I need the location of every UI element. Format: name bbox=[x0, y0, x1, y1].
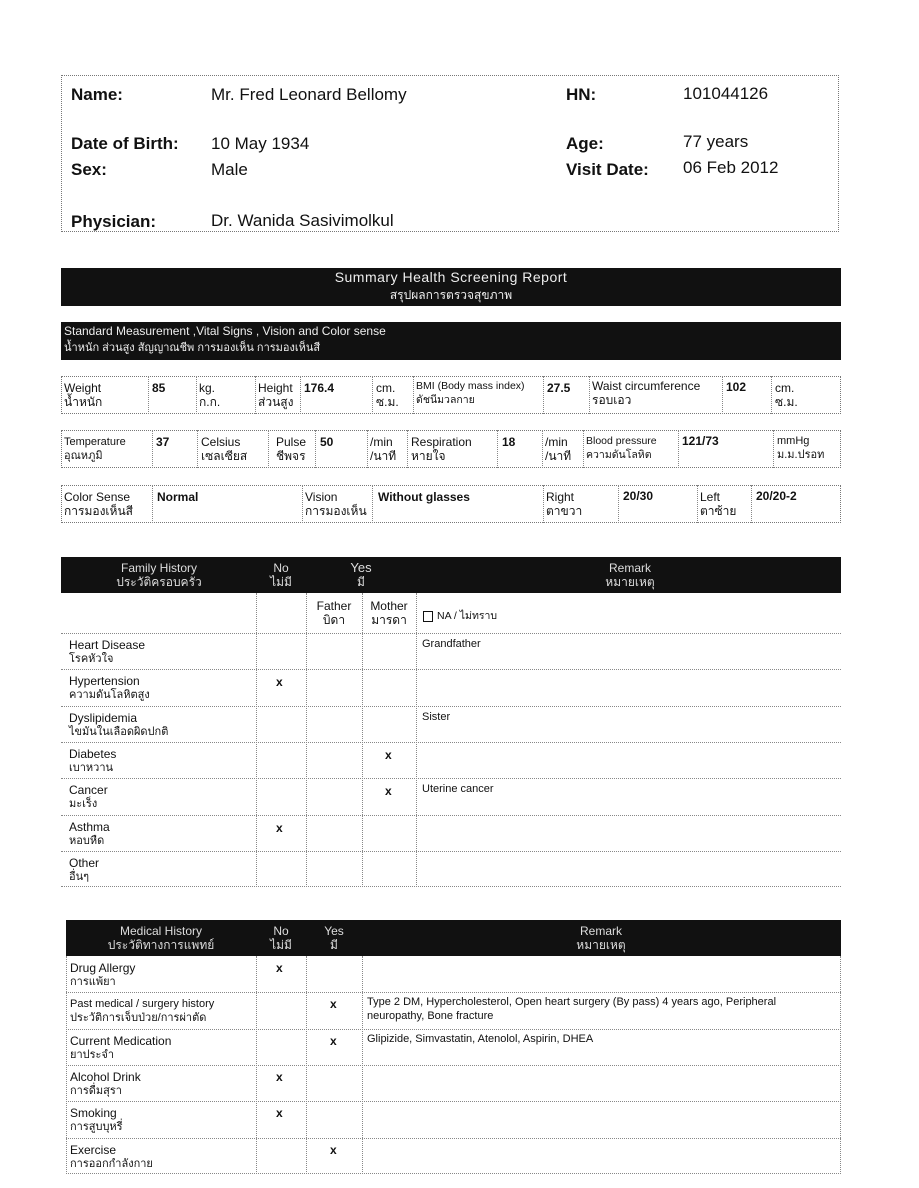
left-eye-value: 20/20-2 bbox=[756, 489, 797, 503]
medical-history-row bbox=[66, 956, 841, 992]
family-yes-heading: Yes มี bbox=[350, 560, 372, 589]
medical-history-row bbox=[66, 1101, 841, 1137]
medical-item-label: Drug Allergy การแพ้ยา bbox=[70, 961, 136, 988]
physician-value: Dr. Wanida Sasivimolkul bbox=[211, 211, 394, 230]
sex-label: Sex: bbox=[71, 160, 107, 179]
report-title: Summary Health Screening Report bbox=[334, 269, 568, 285]
family-remark: Grandfather bbox=[422, 638, 481, 650]
na-checkbox[interactable] bbox=[423, 611, 433, 622]
medical-no-heading: No ไม่มี bbox=[270, 924, 292, 952]
vision-label: Vision การมองเห็น bbox=[305, 490, 367, 518]
mother-column-label: Mother มารดา bbox=[370, 599, 408, 627]
medical-item-label: Alcohol Drink การดื่มสุรา bbox=[70, 1069, 141, 1097]
pulse-label: Pulse ชีพจร bbox=[276, 435, 307, 463]
family-history-row bbox=[61, 815, 841, 851]
waist-value: 102 bbox=[726, 380, 747, 394]
vision-value: Without glasses bbox=[378, 490, 470, 504]
right-eye-label: Right ตาขวา bbox=[546, 490, 583, 518]
family-condition-label: Dyslipidemia ไขมันในเลือดผิดปกติ bbox=[69, 710, 169, 738]
medical-yes-heading: Yes มี bbox=[324, 924, 344, 952]
height-label: Height ส่วนสูง bbox=[258, 381, 294, 409]
medical-item-label: Exercise การออกกำลังกาย bbox=[70, 1142, 153, 1170]
medical-history-row bbox=[66, 1138, 841, 1174]
name-label: Name: bbox=[71, 85, 123, 104]
medical-history-heading: Medical History ประวัติทางการแพทย์ bbox=[107, 924, 215, 952]
medical-item-label: Past medical / surgery history ประวัติการเจ็บป่วย/การผ่าตัด bbox=[70, 998, 215, 1025]
medical-yes-mark: x bbox=[330, 997, 337, 1012]
family-remark-heading: Remark หมายเหตุ bbox=[605, 561, 655, 589]
height-value: 176.4 bbox=[304, 381, 335, 395]
family-remark: Sister bbox=[422, 710, 451, 723]
vitals-header-title: Standard Measurement ,Vital Signs , Vision and Color sense bbox=[64, 324, 386, 338]
respiration-label: Respiration หายใจ bbox=[411, 435, 472, 463]
medical-no-mark: x bbox=[276, 1069, 283, 1084]
temperature-label: Temperature อุณหภูมิ bbox=[64, 436, 126, 462]
pulse-unit: /min /นาที bbox=[370, 435, 397, 463]
bmi-label: BMI (Body mass index) ดัชนีมวลกาย bbox=[416, 380, 525, 406]
temperature-value: 37 bbox=[156, 435, 170, 449]
vitals-header-bar bbox=[61, 322, 841, 360]
blood-pressure-value: 121/73 bbox=[682, 434, 719, 448]
medical-item-label: Current Medication ยาประจำ bbox=[70, 1033, 172, 1061]
medical-no-mark: x bbox=[276, 961, 283, 975]
family-history-row bbox=[61, 669, 841, 705]
right-eye-value: 20/30 bbox=[623, 489, 654, 503]
family-condition-label: Other อื่นๆ bbox=[69, 855, 100, 883]
color-sense-value: Normal bbox=[157, 490, 199, 504]
visit-date-value: 06 Feb 2012 bbox=[683, 158, 779, 177]
family-history-row bbox=[61, 706, 841, 742]
pulse-value: 50 bbox=[320, 435, 334, 449]
respiration-unit: /min /นาที bbox=[545, 435, 572, 463]
family-mother-mark: x bbox=[385, 784, 392, 799]
medical-remark: Type 2 DM, Hypercholesterol, Open heart surgery (By pass) 4 years ago, Peripheral neuropathy, Bone fracture bbox=[367, 996, 777, 1023]
medical-remark: Glipizide, Simvastatin, Atenolol, Aspirin, DHEA bbox=[367, 1032, 594, 1045]
waist-unit: cm. ซ.ม. bbox=[775, 381, 798, 409]
blood-pressure-label: Blood pressure ความดันโลหิต bbox=[586, 435, 657, 461]
sex-value: Male bbox=[211, 160, 248, 179]
vitals-header-thai: น้ำหนัก ส่วนสูง สัญญาณชีพ การมองเห็น การมองเห็นสี bbox=[64, 342, 321, 354]
waist-label: Waist circumference รอบเอว bbox=[592, 379, 701, 407]
color-sense-label: Color Sense การมองเห็นสี bbox=[64, 490, 133, 518]
family-remark: Uterine cancer bbox=[422, 783, 494, 796]
age-label: Age: bbox=[566, 134, 604, 153]
dob-label: Date of Birth: bbox=[71, 134, 179, 153]
bmi-value: 27.5 bbox=[547, 381, 571, 395]
respiration-value: 18 bbox=[502, 435, 516, 449]
medical-yes-mark: x bbox=[330, 1033, 337, 1048]
age-value: 77 years bbox=[683, 132, 749, 151]
medical-item-label: Smoking การสูบบุหรี่ bbox=[70, 1106, 123, 1134]
medical-remark-heading: Remark หมายเหตุ bbox=[576, 924, 626, 952]
weight-unit: kg. ก.ก. bbox=[199, 381, 221, 409]
dob-value: 10 May 1934 bbox=[211, 134, 310, 153]
weight-value: 85 bbox=[152, 381, 166, 395]
na-label: NA / ไม่ทราบ bbox=[437, 610, 498, 622]
father-column-label: Father บิดา bbox=[316, 599, 352, 627]
report-title-thai: สรุปผลการตรวจสุขภาพ bbox=[389, 288, 513, 302]
medical-yes-mark: x bbox=[330, 1142, 337, 1157]
family-history-row bbox=[61, 742, 841, 778]
family-condition-label: Heart Disease โรคหัวใจ bbox=[69, 638, 146, 665]
hn-label: HN: bbox=[566, 85, 597, 104]
family-mother-mark: x bbox=[385, 747, 392, 762]
blood-pressure-unit: mmHg ม.ม.ปรอท bbox=[777, 435, 825, 461]
height-unit: cm. ซ.ม. bbox=[376, 381, 399, 409]
family-condition-label: Hypertension ความดันโลหิตสูง bbox=[69, 674, 150, 702]
family-condition-label: Cancer มะเร็ง bbox=[69, 783, 108, 811]
medical-no-mark: x bbox=[276, 1106, 283, 1121]
family-condition-label: Asthma หอบหืด bbox=[69, 819, 110, 847]
family-history-row bbox=[61, 851, 841, 887]
family-condition-label: Diabetes เบาหวาน bbox=[69, 746, 117, 774]
family-no-mark: x bbox=[276, 820, 283, 835]
family-no-mark: x bbox=[276, 675, 283, 690]
hn-value: 101044126 bbox=[683, 84, 769, 103]
medical-history-row bbox=[66, 1065, 841, 1101]
patient-name: Mr. Fred Leonard Bellomy bbox=[211, 85, 407, 104]
family-history-heading: Family History ประวัติครอบครัว bbox=[116, 561, 202, 589]
temperature-unit: Celsius เซลเซียส bbox=[201, 435, 248, 463]
left-eye-label: Left ตาซ้าย bbox=[700, 490, 737, 518]
weight-label: Weight น้ำหนัก bbox=[64, 381, 103, 409]
visit-date-label: Visit Date: bbox=[566, 160, 649, 179]
family-no-heading: No ไม่มี bbox=[270, 561, 292, 589]
na-option[interactable] bbox=[423, 609, 497, 623]
physician-label: Physician: bbox=[71, 212, 157, 231]
report-title-bar bbox=[61, 268, 841, 306]
